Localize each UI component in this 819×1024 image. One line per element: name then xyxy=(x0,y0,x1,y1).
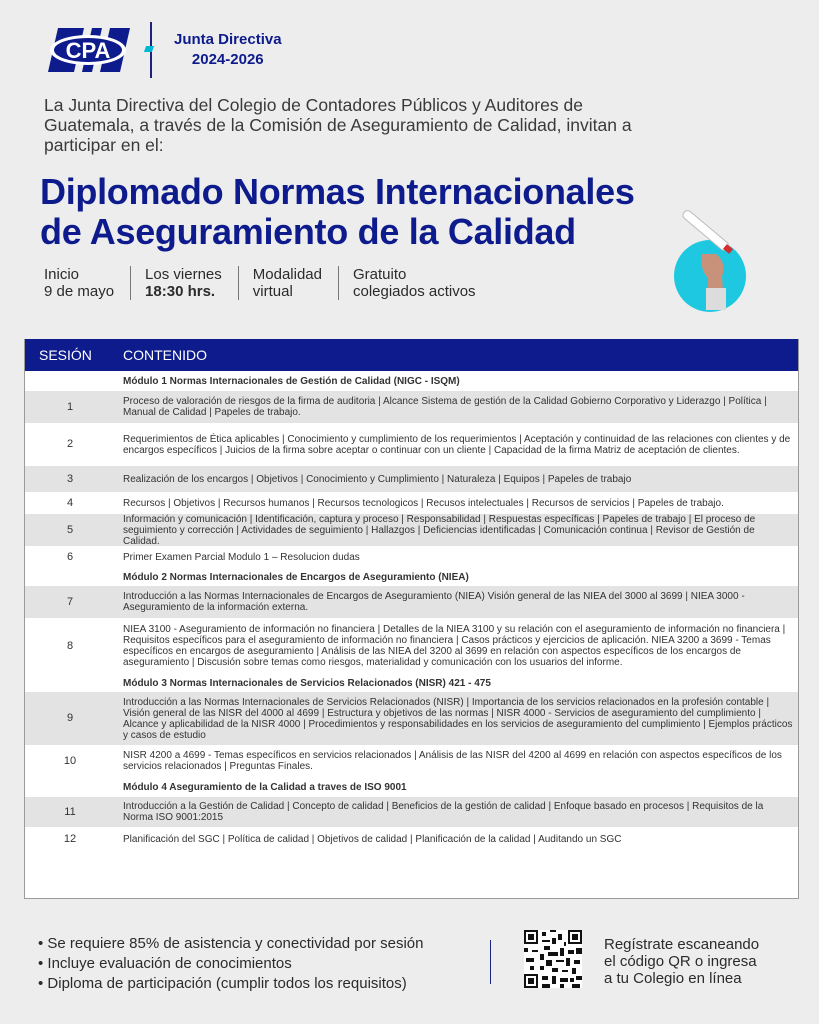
table-row xyxy=(25,546,798,568)
session-number: 9 xyxy=(66,712,74,724)
session-number: 8 xyxy=(66,639,74,652)
program-table xyxy=(24,339,799,899)
footer-divider xyxy=(490,940,491,984)
info-modality: Modalidad virtual xyxy=(253,266,339,300)
table-row xyxy=(25,692,798,745)
table-row xyxy=(25,827,798,851)
session-content: Requerimientos de Ética aplicables | Conocimiento y cumplimiento de los requerimientos | Aceptación y continuidad de las relaciones con clientes y de encargos específicos | Juicios de la firma sobre aceptar o continuar con un cliente | Capacidad de la firma Matriz de aceptación de clientes. xyxy=(123,433,791,456)
session-content: NIEA 3100 - Aseguramiento de información no financiera | Detalles de la NIEA 3100 y su relación con el aseguramiento de información no financiera | Requisitos específicos para el aseguramiento de información no financiera | Casos prácticos y ejercicios de aplicación. NIEA 3200 a 3699 - Temas específicos en encargos de aseguramiento | Análisis de las NIEA del 3200 al 3699 en relación con aspectos específicos de los encargos de aseguramiento | Discusión sobre temas como riesgos, materialidad y comunicación con los usuarios del informe. xyxy=(123,624,786,668)
session-number: 4 xyxy=(66,496,74,509)
session-content: Planificación del SGC | Política de calidad | Objetivos de calidad | Planificación de la calidad | Auditando un SGC xyxy=(123,833,622,845)
cpa-logo xyxy=(44,24,132,76)
intro-text: La Junta Directiva del Colegio de Contadores Públicos y Auditores de Guatemala, a través de la Comisión de Aseguramiento de Calidad, invitan a participar en el: xyxy=(44,95,632,155)
svg-text:CPA: CPA xyxy=(65,38,111,63)
session-content: Introducción a las Normas Internacionales de Servicios Relacionados (NISR) | Importancia de los servicios relacionados en la profesión contable | Visión general de las NISR del 4000 al 4699 | Estructura y objetivos de las normas | NISR 4000 - Servicios de aseguramiento del cumplimiento | Alcance y aplicabilidad de la NISR 4000 | Procedimientos y responsabilidades en los servicios de aseguramiento del cumplimiento | Ejemplos prácticos y casos de estudio xyxy=(123,696,793,741)
session-content: Proceso de valoración de riesgos de la firma de auditoria | Alcance Sistema de gestión de la Calidad Gobierno Corporativo y Liderazgo | Política | Manual de Calidad | Papeles de trabajo. xyxy=(123,396,767,418)
session-number: 12 xyxy=(63,832,77,845)
session-number: 5 xyxy=(66,523,74,536)
module-row xyxy=(25,777,798,797)
session-number: 2 xyxy=(66,438,74,450)
table-row xyxy=(25,466,798,492)
session-content: Módulo 2 Normas Internacionales de Encargos de Aseguramiento (NIEA) xyxy=(123,571,469,583)
table-row xyxy=(25,391,798,423)
table-header xyxy=(25,339,798,371)
info-cost: Gratuito colegiados activos xyxy=(352,266,476,300)
session-number: 3 xyxy=(66,472,74,485)
diploma-hand-icon xyxy=(672,206,752,316)
session-content: Recursos | Objetivos | Recursos humanos | Recursos tecnologicos | Recusos intelectuales | Recursos de servicios | Papeles de trabajo. xyxy=(123,497,724,509)
session-number: 1 xyxy=(66,400,74,413)
qr-code-icon[interactable] xyxy=(524,930,582,988)
list-item: • Incluye evaluación de conocimientos xyxy=(38,954,423,974)
header-divider xyxy=(150,22,152,78)
table-row xyxy=(25,423,798,466)
module-row xyxy=(25,674,798,692)
session-number: 11 xyxy=(64,805,76,818)
info-schedule: Los viernes 18:30 hrs. xyxy=(145,266,239,300)
board-period: 2024-2026 xyxy=(191,51,264,68)
table-row xyxy=(25,586,798,618)
page-title xyxy=(40,172,760,252)
requirements-list xyxy=(38,934,423,994)
info-start: Inicio 9 de mayo xyxy=(44,266,131,300)
event-info xyxy=(44,266,506,300)
session-number: 6 xyxy=(66,550,74,563)
session-content: Primer Examen Parcial Modulo 1 – Resolucion dudas xyxy=(123,551,360,563)
table-row xyxy=(25,514,798,546)
session-content: Introducción a las Normas Internacionales de Encargos de Aseguramiento (NIEA) Visión general de las NIEA del 3000 al 3699 | NIEA 3000 - Aseguramiento de la información externa. xyxy=(123,591,745,613)
board-title: Junta Directiva xyxy=(174,31,282,48)
module-row xyxy=(25,371,798,391)
session-content: NISR 4200 a 4699 - Temas específicos en servicios relacionados | Análisis de las NISR del 4200 al 4699 en relación con aspectos específicos de los servicios relacionados | Preguntas Finales. xyxy=(123,750,782,772)
title-line-1: Diplomado Normas Internacionales xyxy=(40,171,635,212)
session-number: 10 xyxy=(63,754,77,767)
board-label xyxy=(174,30,282,70)
session-content: Introducción a la Gestión de Calidad | Concepto de calidad | Beneficios de la gestión de calidad | Enfoque basado en procesos | Requisitos de la Norma ISO 9001:2015 xyxy=(123,801,764,823)
table-row xyxy=(25,745,798,777)
session-content: Módulo 4 Aseguramiento de la Calidad a traves de ISO 9001 xyxy=(123,781,407,793)
table-row xyxy=(25,797,798,827)
register-text: Regístrate escaneando el código QR o ingresa a tu Colegio en línea xyxy=(604,936,760,987)
header xyxy=(44,20,282,80)
module-row xyxy=(25,568,798,586)
session-content: Módulo 1 Normas Internacionales de Gestión de Calidad (NIGC - ISQM) xyxy=(123,375,460,387)
session-number: 7 xyxy=(66,595,74,608)
list-item: • Diploma de participación (cumplir todos los requisitos) xyxy=(38,974,423,994)
title-line-2: de Aseguramiento de la Calidad xyxy=(40,211,576,252)
list-item: • Se requiere 85% de asistencia y conectividad por sesión xyxy=(38,934,423,954)
col-session-header: SESIÓN xyxy=(39,347,92,363)
table-body xyxy=(25,371,798,851)
session-content: Información y comunicación | Identificación, captura y proceso | Responsabilidad | Respuestas específicas | Papeles de trabajo | El proceso de seguimiento y corrección | Actividades de seguimiento | Hallazgos | Deficiencias identificadas | Comunicación continua | Revisor de Gestión de Calidad. xyxy=(123,513,756,547)
session-content: Módulo 3 Normas Internacionales de Servicios Relacionados (NISR) 421 - 475 xyxy=(123,677,491,689)
table-row xyxy=(25,492,798,514)
col-content-header: CONTENIDO xyxy=(123,347,207,363)
table-row xyxy=(25,618,798,674)
session-content: Realización de los encargos | Objetivos | Conocimiento y Cumplimiento | Naturaleza | Equipos | Papeles de trabajo xyxy=(123,473,632,485)
